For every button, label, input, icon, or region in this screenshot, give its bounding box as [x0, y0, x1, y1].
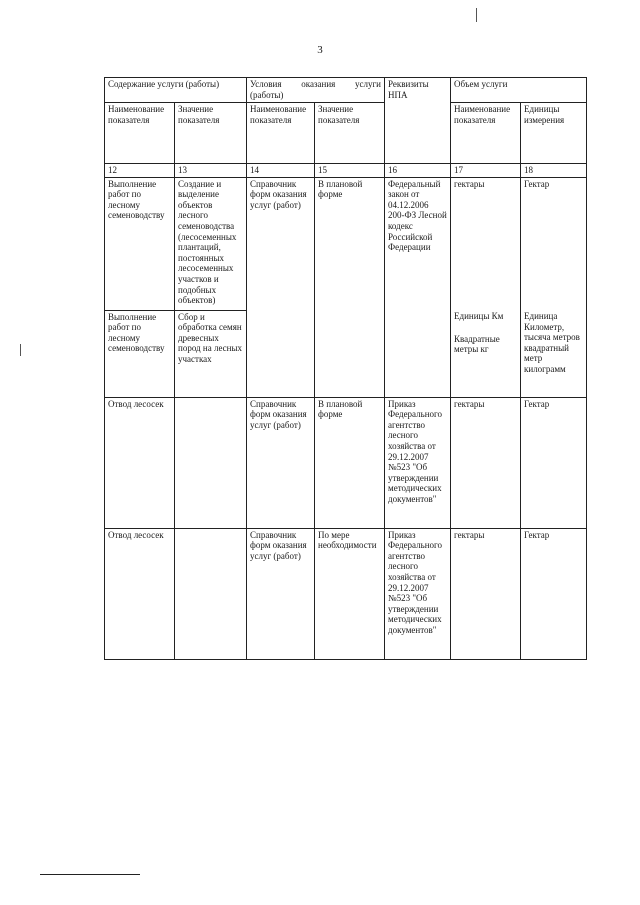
column-number: 12: [105, 164, 175, 178]
cell-volume-unit: Гектар: [521, 397, 587, 528]
header-npa: Реквизиты НПА: [385, 78, 451, 164]
cell-npa: Федеральный закон от 04.12.2006 200-ФЗ Лесной кодекс Российской Федерации: [385, 177, 451, 397]
cell-npa: Приказ Федерального агентство лесного хозяйства от 29.12.2007 №523 "Об утверждении методических документов": [385, 528, 451, 659]
cell-content-value: [175, 528, 247, 659]
subheader-row: [105, 103, 587, 164]
subheader-units: Единицы измерения: [521, 103, 587, 164]
subheader-indicator-value-1: Значение показателя: [175, 103, 247, 164]
cell-content-name: Отвод лесосек: [105, 397, 175, 528]
cell-condition-value: В плановой форме: [315, 177, 385, 397]
cell-volume-unit: Гектар: [521, 528, 587, 659]
header-conditions: Условия оказания услуги (работы): [247, 78, 385, 103]
cell-condition-name: Справочник форм оказания услуг (работ): [247, 397, 315, 528]
footer-rule: [40, 874, 140, 875]
cell-condition-value: По мере необходимости: [315, 528, 385, 659]
table-row: [105, 177, 587, 310]
volume-units-km: Единицы Км: [454, 311, 504, 322]
services-table: [104, 77, 587, 660]
scan-mark-top: [476, 8, 477, 22]
cell-content-name: Выполнение работ по лесному семеноводству: [105, 177, 175, 310]
header-volume: Объем услуги: [451, 78, 587, 103]
column-number: 18: [521, 164, 587, 178]
cell-volume-unit: Единица Километр, тысяча метров квадратный метр килограмм: [521, 310, 587, 397]
spacer: [454, 322, 517, 334]
column-number: 15: [315, 164, 385, 178]
cell-volume-name: [451, 310, 521, 397]
cell-volume-name: гектары: [451, 528, 521, 659]
cell-condition-value: В плановой форме: [315, 397, 385, 528]
cell-content-name: Выполнение работ по лесному семеноводству: [105, 310, 175, 397]
cell-volume-name: гектары: [451, 177, 521, 310]
cell-content-name: Отвод лесосек: [105, 528, 175, 659]
subheader-indicator-name-2: Наименование показателя: [247, 103, 315, 164]
column-number: 13: [175, 164, 247, 178]
subheader-indicator-name-1: Наименование показателя: [105, 103, 175, 164]
table-row: [105, 397, 587, 528]
cell-content-value: [175, 397, 247, 528]
page-number: 3: [317, 44, 323, 56]
subheader-indicator-name-3: Наименование показателя: [451, 103, 521, 164]
subheader-indicator-value-2: Значение показателя: [315, 103, 385, 164]
scan-mark-left: [20, 344, 21, 356]
cell-condition-name: Справочник форм оказания услуг (работ): [247, 528, 315, 659]
table-row: [105, 528, 587, 659]
column-number: 14: [247, 164, 315, 178]
column-numbers-row: [105, 164, 587, 178]
header-row: [105, 78, 587, 103]
cell-volume-unit: Гектар: [521, 177, 587, 310]
cell-content-value: Сбор и обработка семян древесных пород на лесных участках: [175, 310, 247, 397]
cell-condition-name: Справочник форм оказания услуг (работ): [247, 177, 315, 397]
cell-volume-name: гектары: [451, 397, 521, 528]
cell-npa: Приказ Федерального агентство лесного хозяйства от 29.12.2007 №523 "Об утверждении методических документов": [385, 397, 451, 528]
column-number: 16: [385, 164, 451, 178]
volume-units-m2-kg: Квадратные метры кг: [454, 333, 500, 355]
cell-content-value: Создание и выделение объектов лесного семеноводства (лесосеменных плантаций, постоянных лесосеменных участков и подобных объектов): [175, 177, 247, 310]
header-content: Содержание услуги (работы): [105, 78, 247, 103]
column-number: 17: [451, 164, 521, 178]
